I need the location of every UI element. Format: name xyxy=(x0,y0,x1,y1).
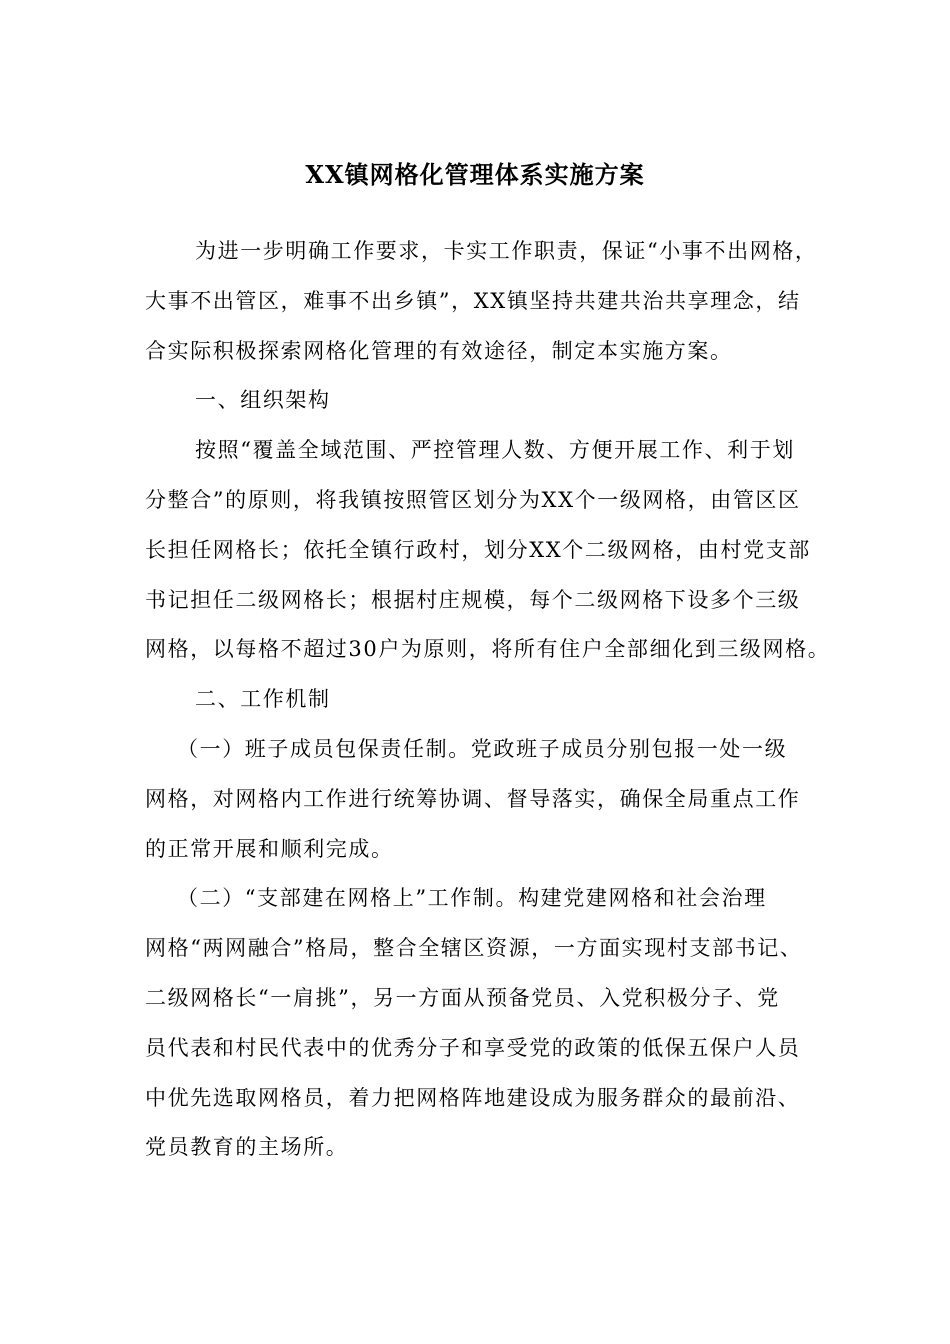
mechanism-item-1 xyxy=(145,725,845,874)
paragraph-line: 合实际积极探索网格化管理的有效途径，制定本实施方案。 xyxy=(145,338,733,363)
paragraph-line: 网格，对网格内工作进行统筹协调、督导落实，确保全局重点工作 xyxy=(145,786,801,811)
paragraph-line: 按照“覆盖全域范围、严控管理人数、方便开展工作、利于划 xyxy=(195,438,795,463)
paragraph-line: 长担任网格长；依托全镇行政村，划分XX个二级网格，由村党支部 xyxy=(145,537,811,562)
paragraph-line: 为进一步明确工作要求，卡实工作职责，保证“小事不出网格， xyxy=(195,239,818,263)
document-title: XX镇网格化管理体系实施方案 xyxy=(305,160,645,189)
paragraph-line: 中优先选取网格员，着力把网格阵地建设成为服务群众的最前沿、 xyxy=(145,1085,801,1110)
section-heading-mechanism: 二、工作机制 xyxy=(195,687,331,712)
paragraph-line: （一）班子成员包保责任制。党政班子成员分别包报一处一级 xyxy=(177,736,788,761)
document-body xyxy=(145,227,845,1173)
section-heading-organization: 一、组织架构 xyxy=(195,388,331,413)
paragraph-line: 网格“两网融合”格局，整合全辖区资源，一方面实现村支部书记、 xyxy=(145,936,803,961)
organization-paragraph xyxy=(145,426,845,675)
paragraph-line: 分整合”的原则，将我镇按照管区划分为XX个一级网格，由管区区 xyxy=(145,487,801,512)
paragraph-line: 大事不出管区，难事不出乡镇”，XX镇坚持共建共治共享理念，结 xyxy=(145,288,801,313)
paragraph-line: 员代表和村民代表中的优秀分子和享受党的政策的低保五保户人员 xyxy=(145,1035,801,1060)
paragraph-line: 书记担任二级网格长；根据村庄规模，每个二级网格下设多个三级 xyxy=(145,587,801,612)
paragraph-line: 的正常开展和顺利完成。 xyxy=(145,836,394,861)
intro-paragraph xyxy=(145,227,845,376)
paragraph-line: 党员教育的主场所。 xyxy=(145,1135,349,1160)
paragraph-line: 网格，以每格不超过30户为原则，将所有住户全部细化到三级网格。 xyxy=(145,637,831,662)
paragraph-line: （二）“支部建在网格上”工作制。构建党建网格和社会治理 xyxy=(177,886,767,911)
paragraph-line: 二级网格长“一肩挑”，另一方面从预备党员、入党积极分子、党 xyxy=(145,985,780,1010)
mechanism-item-2 xyxy=(145,874,845,1173)
